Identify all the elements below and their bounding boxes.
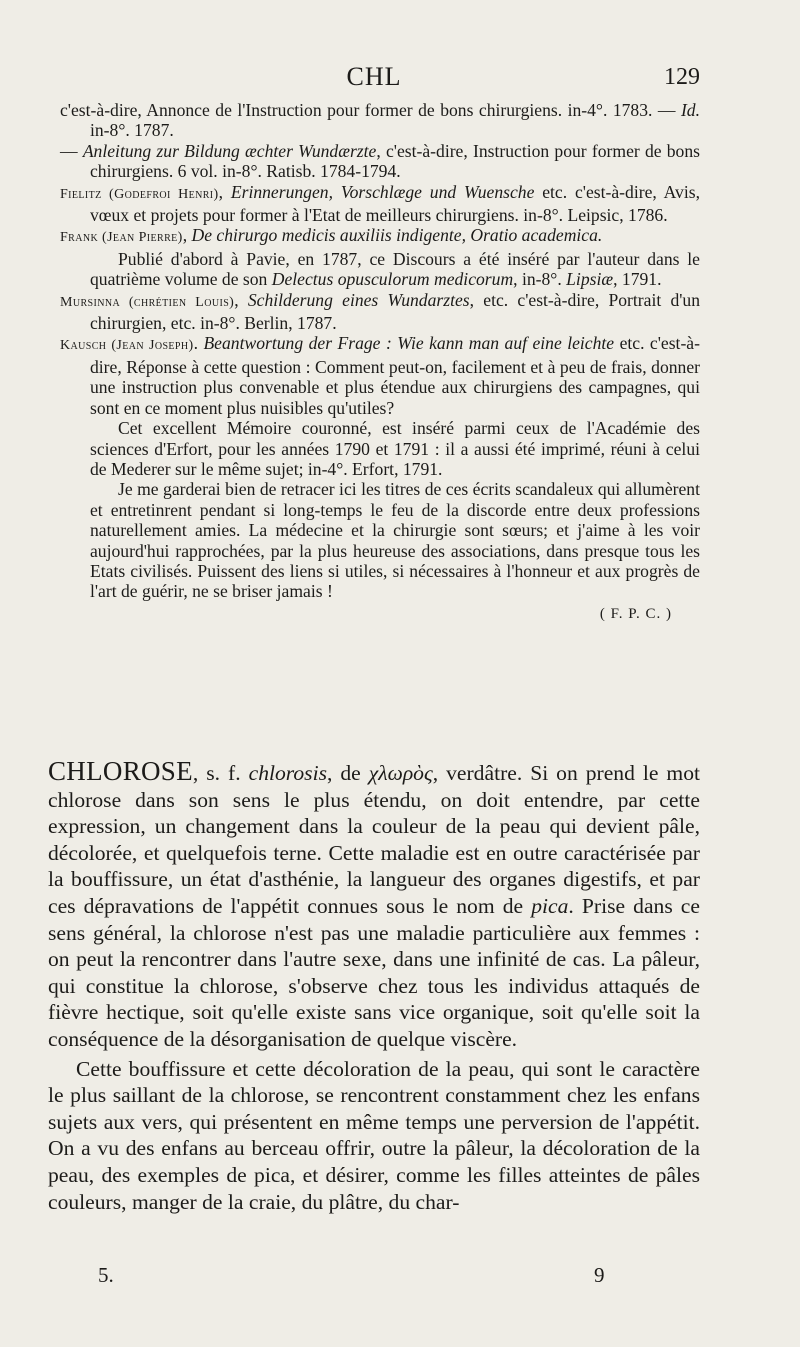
running-head xyxy=(48,62,700,94)
article-text: . Prise dans ce sens général, la chlorose n'est pas une maladie particulière aux femmes : on peut la rencontrer dans l'autre sexe, dans une infinité de cas. La pâleur, qui constitue la chlorose, s'observe chez tous les individus attaqués de fièvre hectique, soit qu'elle existe sans vice organique, soit qu'elle soit la conséquence de la désorganisation de quelque viscère. xyxy=(48,893,700,1051)
bibliography-entry xyxy=(60,225,700,248)
entry-text: etc. c'est-à-dire, Réponse à cette question : Comment peut-on, facilement et à peu de frais, donner une instruction plus convenable et plus étendue aux chirurgiens des campagnes, qui sont en ce moment plus nuisibles qu'utiles? xyxy=(90,333,700,418)
entry-text: etc. c'est-à-dire, Avis, vœux et projets pour former à l'Etat de meilleurs chirurgiens. in-8°. Leipsic, 1786. xyxy=(90,181,700,226)
entry-title: Schilderung eines Wundarztes xyxy=(247,289,470,310)
signature-mark: 5. xyxy=(98,1263,114,1287)
entry-text: , etc. c'est-à-dire, Portrait d'un chirurgien, etc. in-8°. Berlin, 1787. xyxy=(90,289,701,334)
entry-author: Kausch (Jean Joseph) xyxy=(60,338,194,354)
entry-text: , xyxy=(182,225,192,246)
note-text: Publié d'abord à Pavie, en 1787, ce Discours a été inséré par l'auteur dans le quatrième volume de son xyxy=(90,248,700,290)
bibliography-entry xyxy=(60,141,700,182)
entry-text: , xyxy=(234,289,248,310)
article-paragraph: Cette bouffissure et cette décoloration de la peau, qui sont le caractère le plus saillant de la chlorose, se rencontrent constamment chez les enfans sujets aux vers, qui présentent en même temps une perversion de l'appétit. On a vu des enfans au berceau offrir, outre la pâleur, la décoloration de la peau, des exemples de pica, et désirer, comme les filles atteintes de pâles couleurs, manger de la craie, du plâtre, du char- xyxy=(48,1056,700,1214)
entry-title: Id. xyxy=(680,100,700,120)
bibliography xyxy=(60,100,700,628)
closing-paragraph: Je me garderai bien de retracer ici les titres de ces écrits scandaleux qui allumèrent et entretinrent pendant si long-temps le feu de la discorde entre deux professions naturellement amies. La médecine et la chirurgie sont sœurs; et j'aime à les voir aujourd'hui rapprochées, par la plus heureuse des associations, dans presque tous les Etats civilisés. Puissent des liens si utiles, si nécessaires à l'honneur et aux progrès de l'art de guérir, ne se briser jamais ! xyxy=(90,479,700,602)
bibliography-entry xyxy=(60,290,700,334)
sheet-number: 9 xyxy=(594,1263,605,1287)
article-text: , verdâtre. Si on prend le mot chlorose dans son sens le plus étendu, on doit entendre, par cette expression, un changement dans la couleur de la peau qui devient pâle, décolorée, et quelquefois terne. Cette maladie est en outre caractérisée par la bouffissure, un état d'asthénie, la langueur des organes digestifs, et par ces dépravations de l'appétit connues sous le nom de xyxy=(48,761,700,918)
italic-term: pica xyxy=(531,893,569,918)
article-text: , de xyxy=(327,761,369,785)
headword: CHLOROSE xyxy=(48,756,193,786)
bibliography-note: Cet excellent Mémoire couronné, est inséré parmi ceux de l'Académie des sciences d'Erfort, pour les années 1790 et 1791 : il a aussi été imprimé, réuni à celui de Mederer sur le même sujet; in-4°. Erfort, 1791. xyxy=(90,418,700,479)
author-signature: ( F. P. C. ) xyxy=(599,605,672,622)
page-number: 129 xyxy=(664,64,700,90)
entry-text: — xyxy=(60,140,83,161)
article-text: , s. f. xyxy=(192,761,249,785)
entry-author: Fielitz (Godefroi Henri) xyxy=(60,186,219,202)
greek-term: χλωρὸς xyxy=(368,761,433,785)
note-text: , 1791. xyxy=(613,269,662,290)
entry-title: Erinnerungen, Vorschlæge und Wuensche xyxy=(230,181,535,202)
bibliography-note xyxy=(90,249,700,290)
entry-text: in-8°. 1787. xyxy=(90,120,174,141)
bibliography-entry xyxy=(60,100,700,141)
running-title: CHL xyxy=(346,62,402,91)
note-title: Delectus opusculorum medicorum xyxy=(271,269,514,290)
entry-text: , xyxy=(218,181,231,202)
bibliography-entry xyxy=(60,182,700,226)
article-paragraph xyxy=(48,758,700,1053)
note-text: , in-8°. xyxy=(513,269,567,290)
latin-term: chlorosis xyxy=(248,761,327,785)
entry-title: De chirurgo medicis auxiliis indigente, Oratio academica. xyxy=(191,225,603,246)
bibliography-entry xyxy=(60,333,700,418)
note-place: Lipsiæ xyxy=(566,269,614,290)
article-chlorose xyxy=(48,758,700,1215)
entry-text: , c'est-à-dire, Instruction pour former de bons chirurgiens. 6 vol. in-8°. Ratisb. 1784-1794. xyxy=(90,140,701,182)
entry-text: c'est-à-dire, Annonce de l'Instruction pour former de bons chirurgiens. in-4°. 1783. — xyxy=(60,100,681,120)
entry-title: Beantwortung der Frage : Wie kann man auf eine leichte xyxy=(203,333,615,354)
entry-title: Anleitung zur Bildung æchter Wundærzte xyxy=(82,140,377,161)
entry-text: . xyxy=(193,333,204,354)
entry-author: Frank (Jean Pierre) xyxy=(60,230,183,246)
entry-author: Mursinna (chrétien Louis) xyxy=(60,294,235,310)
